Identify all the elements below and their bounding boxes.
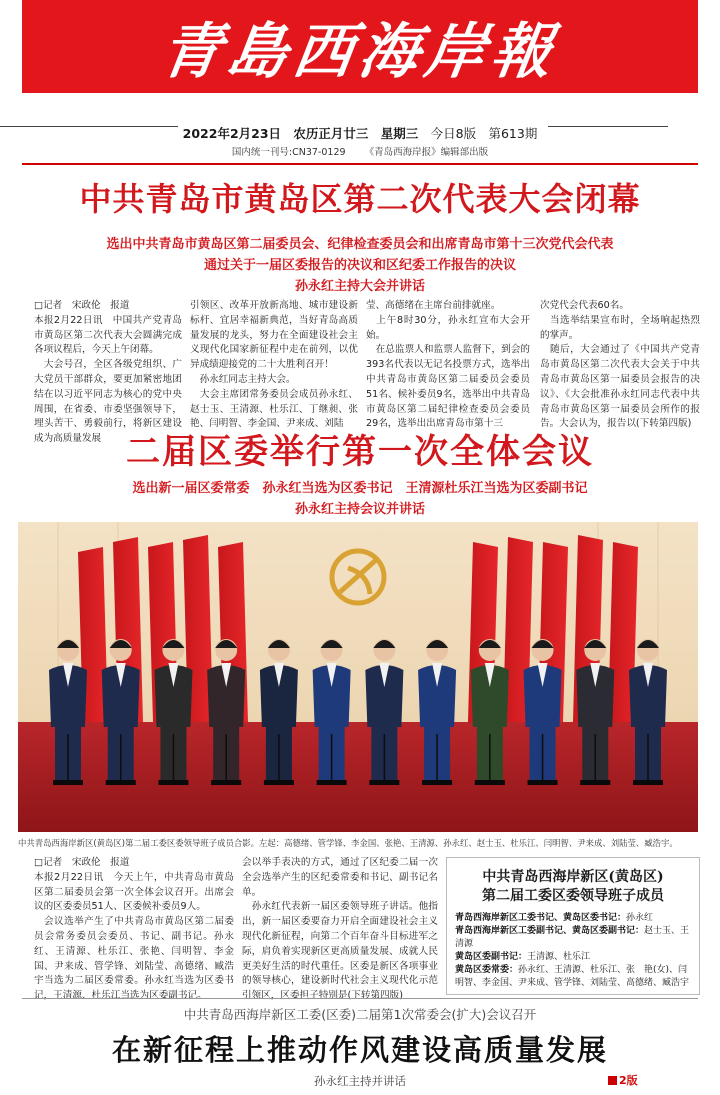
page-reference[interactable]	[608, 1072, 638, 1088]
lunar-date: 农历正月廿三	[293, 126, 369, 141]
article1-subhead-3: 孙永红主持大会并讲话	[294, 279, 425, 294]
cn-number: 国内统一刊号:CN37-0129	[231, 147, 346, 158]
sidebar-line-2-label: 青岛西海岸新区工委副书记、黄岛区委副书记：	[455, 926, 645, 936]
article2-subhead-2: 孙永红主持会议并讲话	[294, 502, 425, 517]
article1-col4-text: 次党代会代表60名。 当选举结果宣布时，全场响起热烈的掌声。 随后，大会通过了《中国共产党青岛市黄岛区第二次代表大会关于中共青岛市黄岛区第一届委员会报告的决议》、《大会批准孙永红同志代表中共青岛市黄岛区第一届委员会所作的报告。大会认为，报告以(下转第四版)	[540, 300, 700, 430]
sidebar-line-4	[447, 964, 699, 990]
article2-column-2	[242, 856, 438, 1004]
date: 2022年2月23日	[182, 126, 282, 141]
article1-subhead-2: 通过关于一届区委报告的决议和区纪委工作报告的决议	[203, 258, 516, 273]
publisher: 《青岛西海岸报》编辑部出版	[364, 147, 489, 158]
sidebar-line-1-label: 青岛西海岸新区工委书记、黄岛区委书记：	[455, 913, 627, 923]
article2-col2-text: 会以举手表决的方式，通过了区纪委二届一次全会选举产生的区纪委常委和书记、副书记名单。 孙永红代表新一届区委领导班子讲话。他指出，新一届区委要奋力开启全面建设社会主义现代化新征程，向第二个百年奋斗目标进军之际，肩负着实现新区更高质量发展、成就人民更美好生活的时代重任。区委是新区各项事业的领导核心，建设新时代社会主义现代化示范引领区，区委担子特别是(下转第四版)	[242, 857, 438, 1002]
article1-headline[interactable]: 中共青岛市黄岛区第二次代表大会闭幕	[79, 180, 641, 218]
article1-col3-text: 莹、高德绪在主席台前排就座。 上午8时30分，孙永红宣布大会开始。 在总监票人和监票人监督下，到会的393名代表以无记名投票方式，选举出中共青岛市黄岛区第二届委员会委员51名、候补委员9名，选举出中共青岛市黄岛区第二届纪律检查委员会委员29名，选举出出席青岛市第十三	[366, 300, 530, 430]
sidebar-line-4-label: 黄岛区委常委：	[455, 965, 519, 975]
page-ref-label: 2版	[619, 1074, 638, 1087]
article2-column-1	[34, 856, 234, 1004]
article1-byline: □记者 宋政伦 报道	[34, 300, 130, 311]
article1-col1-text: 本报2月22日讯 中国共产党青岛市黄岛区第二次代表大会圆满完成各项议程后，今天上午闭幕。 大会号召，全区各级党组织、广大党员干部群众，要更加紧密地团结在以习近平同志为核心的党中央周围，在省委、市委坚强领导下，埋头苦干、勇毅前行，将新区建设成为高质量发展	[34, 314, 182, 445]
sidebar-line-1	[447, 912, 699, 925]
sidebar-line-3	[447, 951, 699, 964]
weekday: 星期三	[380, 126, 419, 141]
article2-col1-text: 本报2月22日讯 今天上午，中共青岛市黄岛区第二届委员会第一次全体会议召开。出席会议的区委委员51人、区委候补委员9人。 会议选举产生了中共青岛市黄岛区第二届委员会常务委员会委员、书记、副书记。孙永红、王清源、杜乐江、张艳、闫明智、李金国、尹来成、管学锋、刘陆莹、高德绪、臧浩宇当选为二届区委常委。孙永红当选为区委书记，王清源、杜乐江当选为区委副书记。	[34, 871, 234, 1002]
sidebar-line-2	[447, 925, 699, 951]
publication-info	[0, 144, 720, 158]
sidebar-line-2-value: 赵士玉、王清源	[455, 926, 690, 949]
article1-subhead-1: 选出中共青岛市黄岛区第二届委员会、纪律检查委员会和出席青岛市第十三次党代会代表	[106, 237, 614, 252]
dateline	[0, 124, 720, 142]
photo-caption: 中共青岛西海岸新区(黄岛区)第二届工委区委领导班子成员合影。左起：高德绪、管学锋、李金国、张艳、王清源、孙永红、赵士玉、杜乐江、闫明智、尹来成、刘陆莹、臧浩宇。	[18, 838, 678, 848]
leadership-sidebar	[446, 857, 700, 995]
article2-headline[interactable]: 二届区委举行第一次全体会议	[126, 432, 594, 472]
footer-top-wrap	[0, 1005, 720, 1023]
sidebar-title-1: 中共青岛西海岸新区(黄岛区)	[482, 869, 664, 885]
top-divider	[22, 163, 698, 165]
issue-number: 第613期	[488, 126, 538, 141]
footer-top-line: 中共青岛西海岸新区工委(区委)二届第1次常委会(扩大)会议召开	[183, 1007, 537, 1022]
sidebar-title-2: 第二届工委区委领导班子成员	[482, 888, 664, 904]
article1-column-2	[190, 299, 358, 432]
article1-col2-text: 引领区、改革开放新高地、城市建设新标杆、宜居幸福新典范，当好青岛高质量发展的龙头，努力在全面建设社会主义现代化国家新征程中走在前列，以优异成绩迎接党的二十大胜利召开！ 孙永红同志主持大会。 大会主席团常务委员会成员孙永红、赵士玉、王清源、杜乐江、丁继昶、张艳、闫明智、李金国、尹来成、刘陆	[190, 300, 358, 430]
article2-subhead-1: 选出新一届区委常委 孙永红当选为区委书记 王清源杜乐江当选为区委副书记	[132, 481, 588, 496]
group-photo-illustration	[18, 522, 698, 832]
page-ref-square-icon	[608, 1076, 617, 1085]
sidebar-line-3-value: 王清源、杜乐江	[527, 952, 591, 962]
sidebar-line-1-value: 孙永红	[626, 913, 654, 923]
footer-subhead: 孙永红主持并讲话	[314, 1074, 406, 1088]
page-count: 今日8版	[430, 126, 477, 141]
masthead-title: 青島西海岸報	[156, 16, 563, 87]
masthead	[22, 0, 698, 93]
footer-headline[interactable]: 在新征程上推动作风建设高质量发展	[111, 1033, 608, 1067]
article2-byline: □记者 宋政伦 报道	[34, 857, 130, 868]
article1-column-4	[540, 299, 700, 432]
group-photo	[18, 522, 698, 832]
footer-divider	[22, 998, 698, 999]
sidebar-line-3-label: 黄岛区委副书记：	[455, 952, 528, 962]
sidebar-line-4-value: 孙永红、王清源、杜乐江、张 艳(女)、闫明智、李金国、尹来成、管学锋、刘陆莹、高德绪、臧浩宇	[455, 965, 690, 988]
article1-column-3	[366, 299, 530, 432]
